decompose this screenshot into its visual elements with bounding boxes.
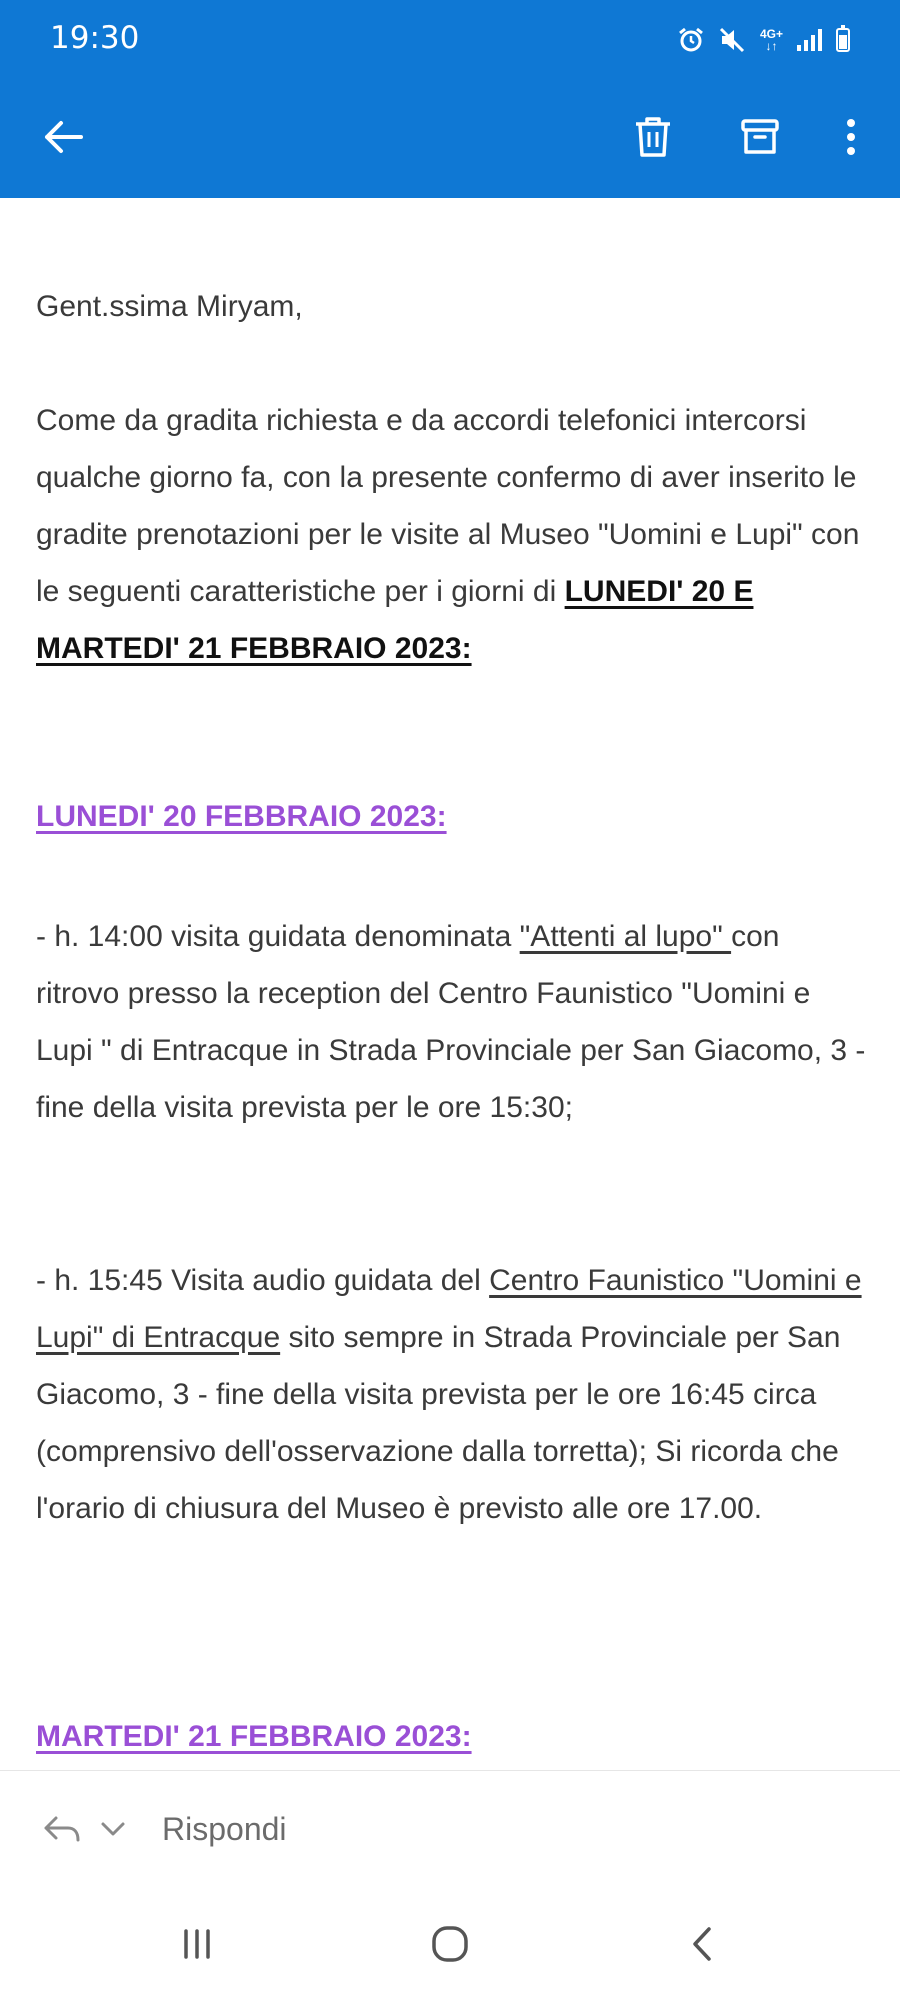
cut-off-text [70, 198, 470, 206]
intro-text: Come da gradita richiesta e da accordi telefonici intercorsi qualche giorno fa, con la presente confermo di aver inserito le gradite prenotazioni per le visite al Museo "Uomini e Lupi" con le seguenti caratteristiche per i giorni di [36, 404, 860, 608]
signal-icon [797, 29, 822, 51]
alarm-icon [678, 27, 704, 53]
arrow-left-icon [41, 115, 85, 159]
item1-prefix: - h. 14:00 visita guidata denominata [36, 920, 520, 953]
item1-link[interactable]: "Attenti al lupo" [519, 920, 732, 953]
trash-icon [633, 115, 673, 159]
day1-heading: LUNEDI' 20 FEBBRAIO 2023: [36, 800, 447, 833]
back-icon [687, 1924, 717, 1964]
network-label: 4G+ [759, 27, 783, 41]
item1-suffix: con ritrovo presso la reception del Centro Faunistico "Uomini e Lupi " di Entracque in Strada Provinciale per San Giacomo, 3 - fine della visita prevista per le ore 15:30; [36, 920, 866, 1124]
more-options-button[interactable] [816, 102, 886, 172]
status-icons [678, 22, 850, 58]
mute-icon [718, 26, 746, 54]
reply-button[interactable] [42, 1801, 287, 1857]
recent-apps-button[interactable] [162, 1912, 232, 1976]
status-bar [0, 0, 900, 80]
chevron-down-icon[interactable] [100, 1820, 126, 1838]
intro-paragraph [36, 392, 866, 677]
home-button[interactable] [415, 1912, 485, 1976]
email-body[interactable] [0, 198, 900, 1770]
back-button[interactable] [28, 102, 98, 172]
home-icon [430, 1924, 470, 1964]
system-nav-bar [0, 1888, 900, 2000]
battery-icon [836, 28, 850, 52]
status-time: 19:30 [50, 20, 140, 56]
app-bar [0, 80, 900, 198]
network-arrows: ↓↑ [765, 39, 778, 53]
reply-icon [42, 1814, 82, 1844]
item2-suffix: sito sempre in Strada Provinciale per San Giacomo, 3 - fine della visita prevista per le ore 16:45 circa (comprensivo dell'osservazione dalla torretta); Si ricorda che l'orario di chiusura del Museo è previsto alle ore 17.00. [36, 1321, 841, 1525]
delete-button[interactable] [618, 102, 688, 172]
reply-label: Rispondi [162, 1810, 287, 1847]
item2-paragraph [36, 1252, 866, 1537]
item2-prefix: - h. 15:45 Visita audio guidata del [36, 1264, 490, 1297]
recent-apps-icon [180, 1927, 214, 1961]
item2-link[interactable]: Centro Faunistico "Uomini e Lupi" di Entracque [36, 1264, 862, 1354]
day2-heading: MARTEDI' 21 FEBBRAIO 2023: [36, 1720, 472, 1753]
greeting: Gent.ssima Miryam, [36, 290, 303, 323]
system-back-button[interactable] [667, 1912, 737, 1976]
intro-dates: LUNEDI' 20 E MARTEDI' 21 FEBBRAIO 2023: [36, 575, 754, 665]
more-vert-icon [845, 117, 857, 157]
network-4g-icon [760, 28, 783, 52]
reply-bar [0, 1770, 900, 1888]
archive-button[interactable] [725, 102, 795, 172]
archive-icon [740, 117, 780, 157]
item1-paragraph [36, 908, 866, 1136]
